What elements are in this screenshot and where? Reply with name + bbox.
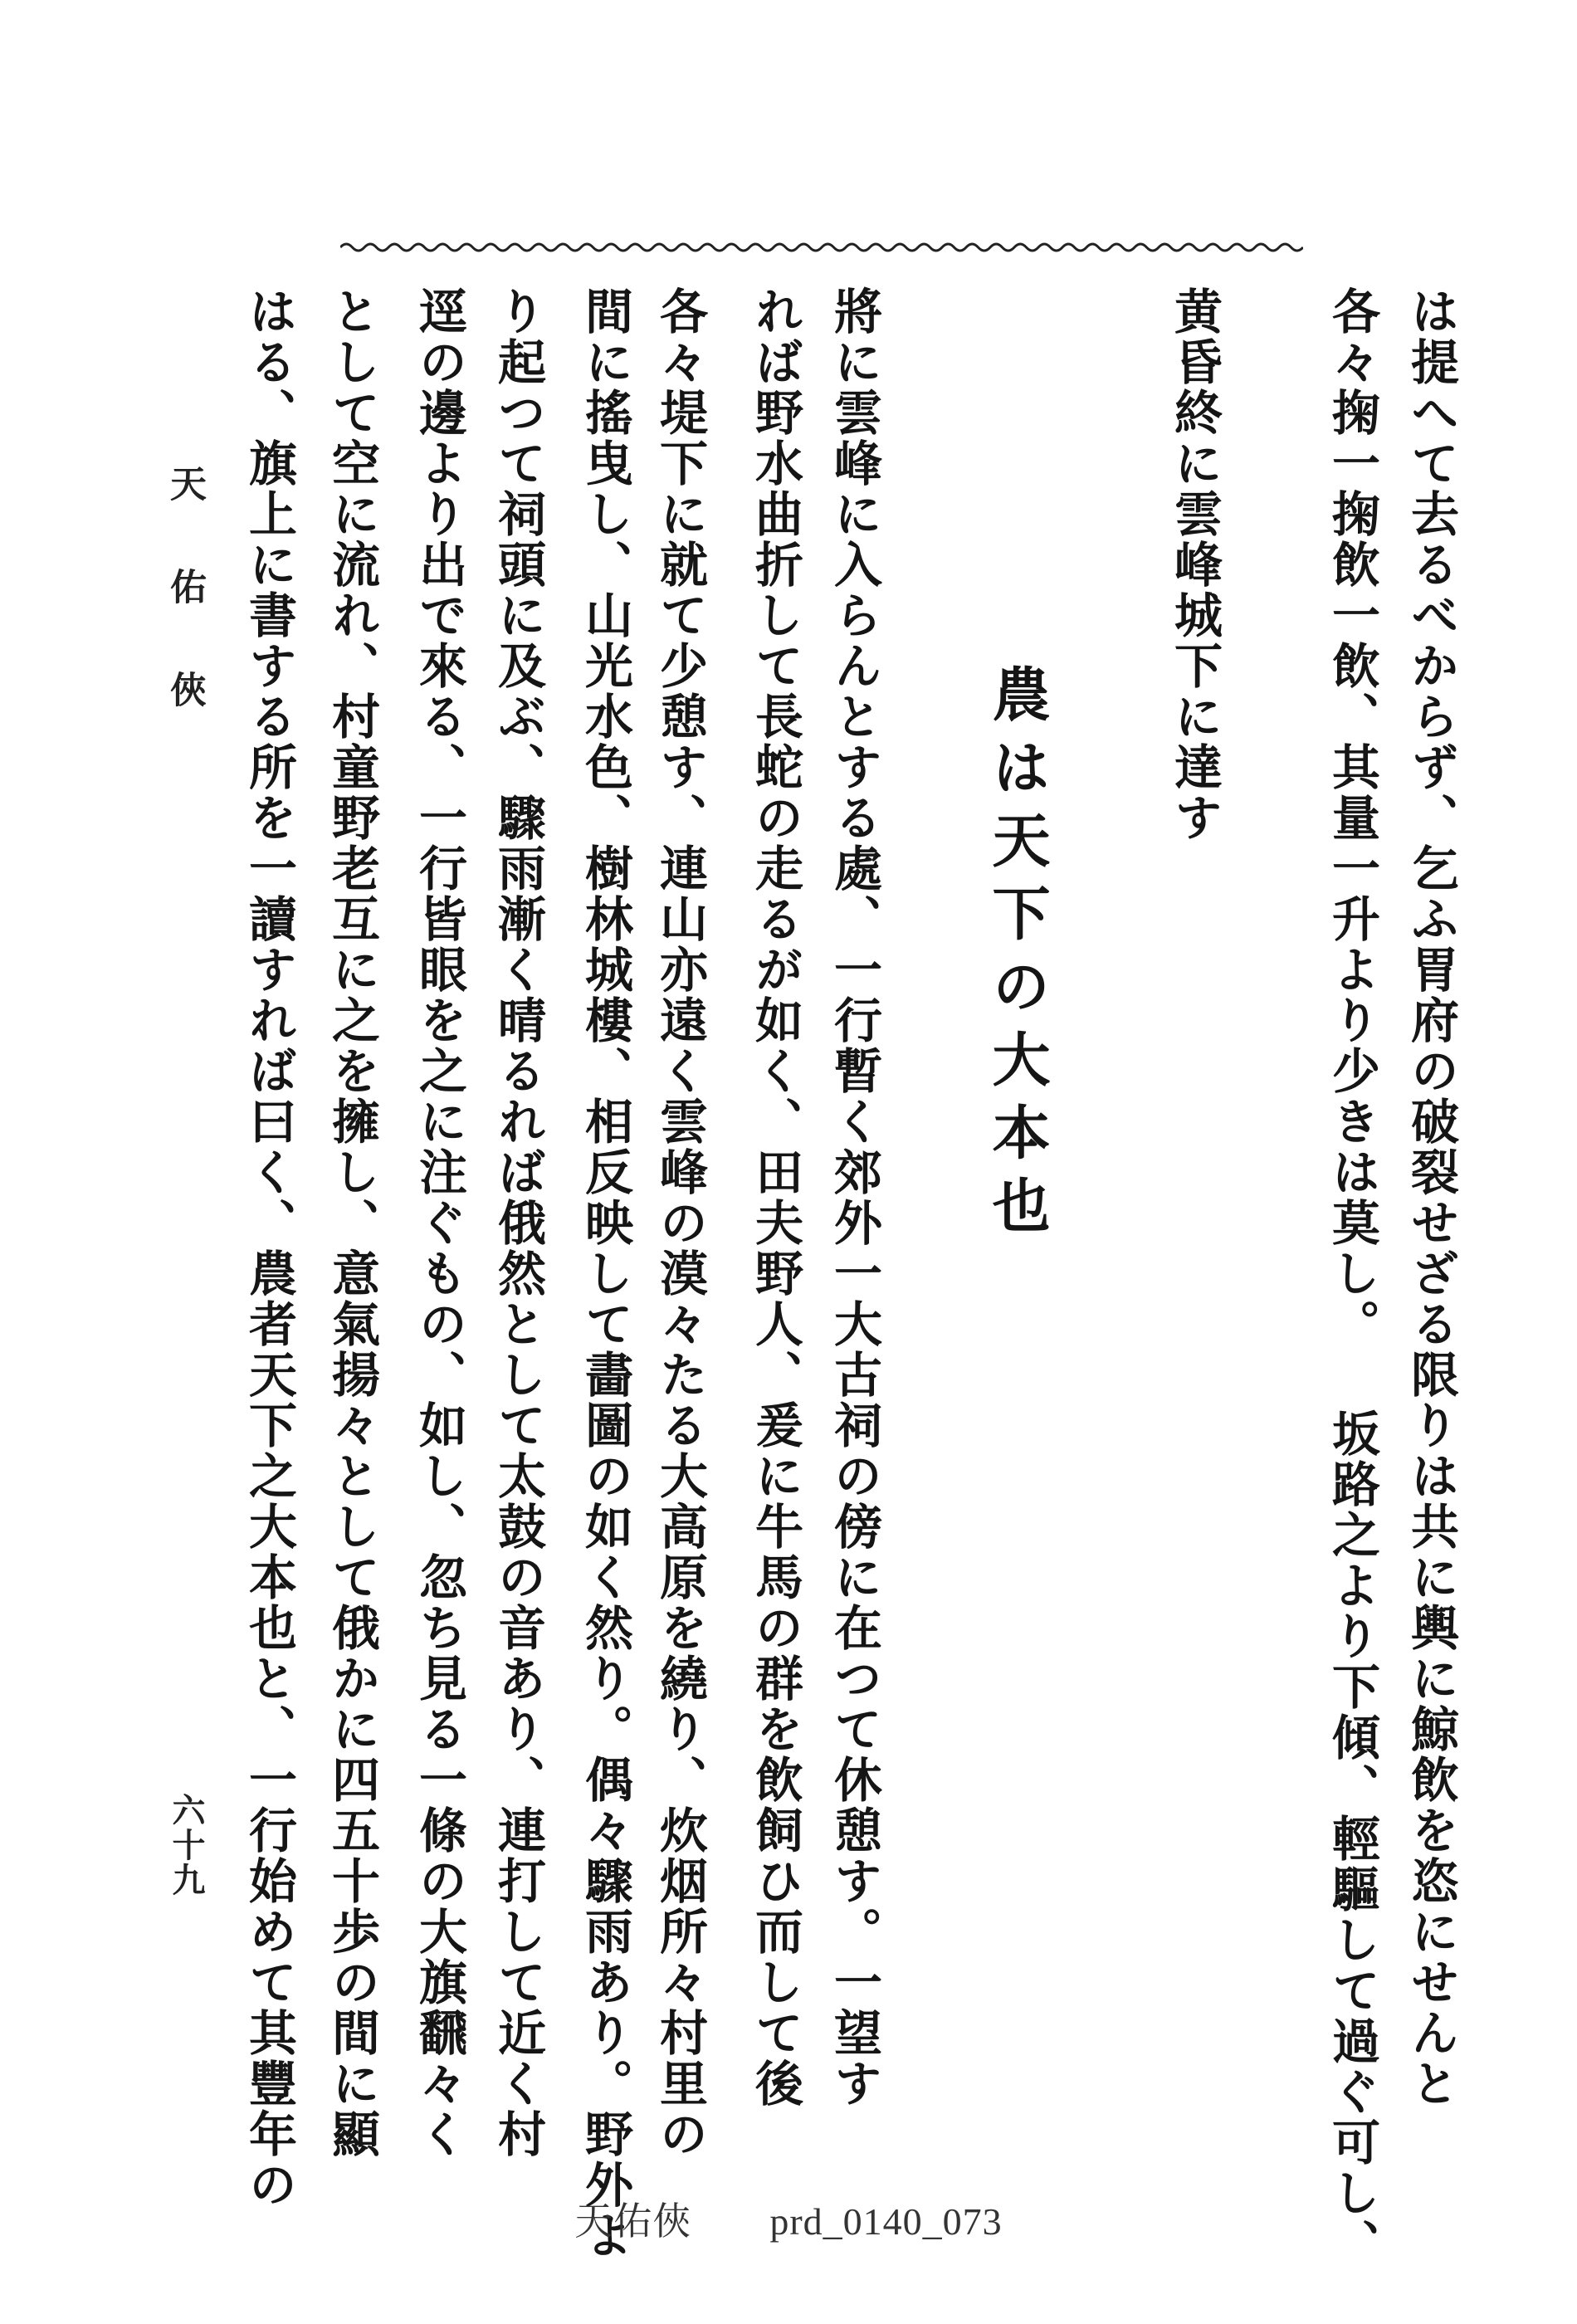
body-line-1: 將に雲峰に入らんとする處、一行暫く郊外一大古祠の傍に在つて休憩す。一望す: [826, 286, 882, 2109]
body-line-3: 各々堤下に就て少憩す、連山亦遠く雲峰の漠々たる大高原を繞り、炊烟所々村里の: [652, 286, 708, 2160]
body-line-7: として空に流れ、村童野老互に之を擁し、意氣揚々として俄かに四五十歩の間に顯: [324, 286, 380, 2160]
body-line-5: り起つて祠頭に及ぶ、驟雨漸く晴るれば俄然として太鼓の音あり、連打して近く村: [490, 286, 546, 2160]
body-line-2: れば野水曲折して長蛇の走るが如く、田夫野人、爰に牛馬の群を飲飼ひ而して後: [747, 286, 803, 2109]
wavy-divider: [340, 239, 1303, 256]
body-line-4: 間に搖曳し、山光水色、樹林城樓、相反映して畵圖の如く然り。偶々驟雨あり。野外よ: [577, 286, 633, 2261]
top-block-line-3: 黄昏終に雲峰城下に達す: [1166, 286, 1223, 843]
running-head: 天佑俠: [164, 465, 206, 774]
body-line-6: 逕の邊より出で來る、一行皆眼を之に注ぐもの、如し、忽ち見る一條の大旗飜々く: [411, 286, 467, 2160]
footer-caption: 天佑俠 prd_0140_073: [574, 2200, 1003, 2243]
body-line-8: はる、旗上に書する所を一讀すれば曰く、農者天下之大本也と、一行始めて其豐年の: [241, 286, 297, 2210]
top-block-line-2: 各々掬一掬飲一飲、其量一升より少きは莫し。 坂路之より下傾、輕驅して過ぐ可し、: [1324, 286, 1380, 2269]
page-number: 六十九: [167, 1793, 206, 1897]
top-block-line-1: は提へて去るべからず、乞ふ胃府の破裂せざる限りは共に輿に鯨飲を恣にせんと: [1403, 286, 1459, 2109]
section-heading: 農は天下の大本也: [983, 664, 1052, 1248]
